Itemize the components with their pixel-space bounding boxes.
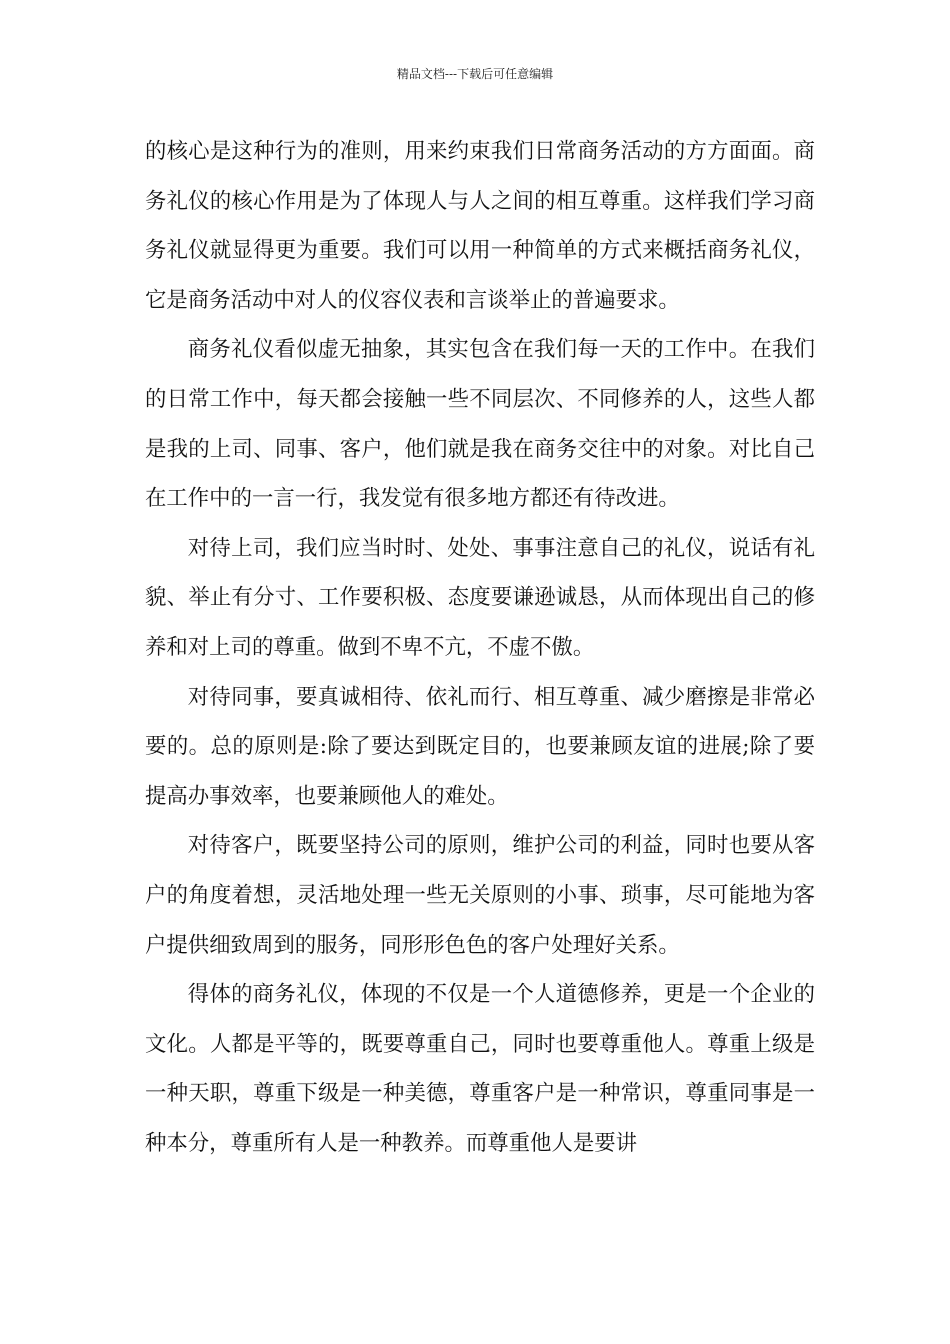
page-header: 精品文档---下载后可任意编辑 (396, 67, 554, 81)
paragraph-1: 的核心是这种行为的准则，用来约束我们日常商务活动的方方面面。商务礼仪的核心作用是为了体现人与人之间的相互尊重。这样我们学习商务礼仪就显得更为重要。我们可以用一种简单的方式来概括商务礼仪，它是商务活动中对人的仪容仪表和言谈举止的普遍要求。 (145, 139, 815, 313)
paragraph-4: 对待同事，要真诚相待、依礼而行、相互尊重、减少磨擦是非常必要的。总的原则是:除了要达到既定目的，也要兼顾友谊的进展;除了要提高办事效率，也要兼顾他人的难处。 (145, 684, 815, 809)
paragraph-5: 对待客户，既要坚持公司的原则，维护公司的利益，同时也要从客户的角度着想，灵活地处理一些无关原则的小事、琐事，尽可能地为客户提供细致周到的服务，同形形色色的客户处理好关系。 (145, 833, 815, 958)
paragraph-2: 商务礼仪看似虚无抽象，其实包含在我们每一天的工作中。在我们的日常工作中，每天都会接触一些不同层次、不同修养的人，这些人都是我的上司、同事、客户，他们就是我在商务交往中的对象。对比自己在工作中的一言一行，我发觉有很多地方都还有待改进。 (145, 337, 815, 512)
document-body (145, 127, 815, 1168)
paragraph-6: 得体的商务礼仪，体现的不仅是一个人道德修养，更是一个企业的文化。人都是平等的，既要尊重自己，同时也要尊重他人。尊重上级是一种天职，尊重下级是一种美德，尊重客户是一种常识，尊重同事是一种本分，尊重所有人是一种教养。而尊重他人是要讲 (145, 982, 815, 1156)
paragraph-3: 对待上司，我们应当时时、处处、事事注意自己的礼仪，说话有礼貌、举止有分寸、工作要积极、态度要谦逊诚恳，从而体现出自己的修养和对上司的尊重。做到不卑不亢，不虚不傲。 (145, 535, 815, 660)
